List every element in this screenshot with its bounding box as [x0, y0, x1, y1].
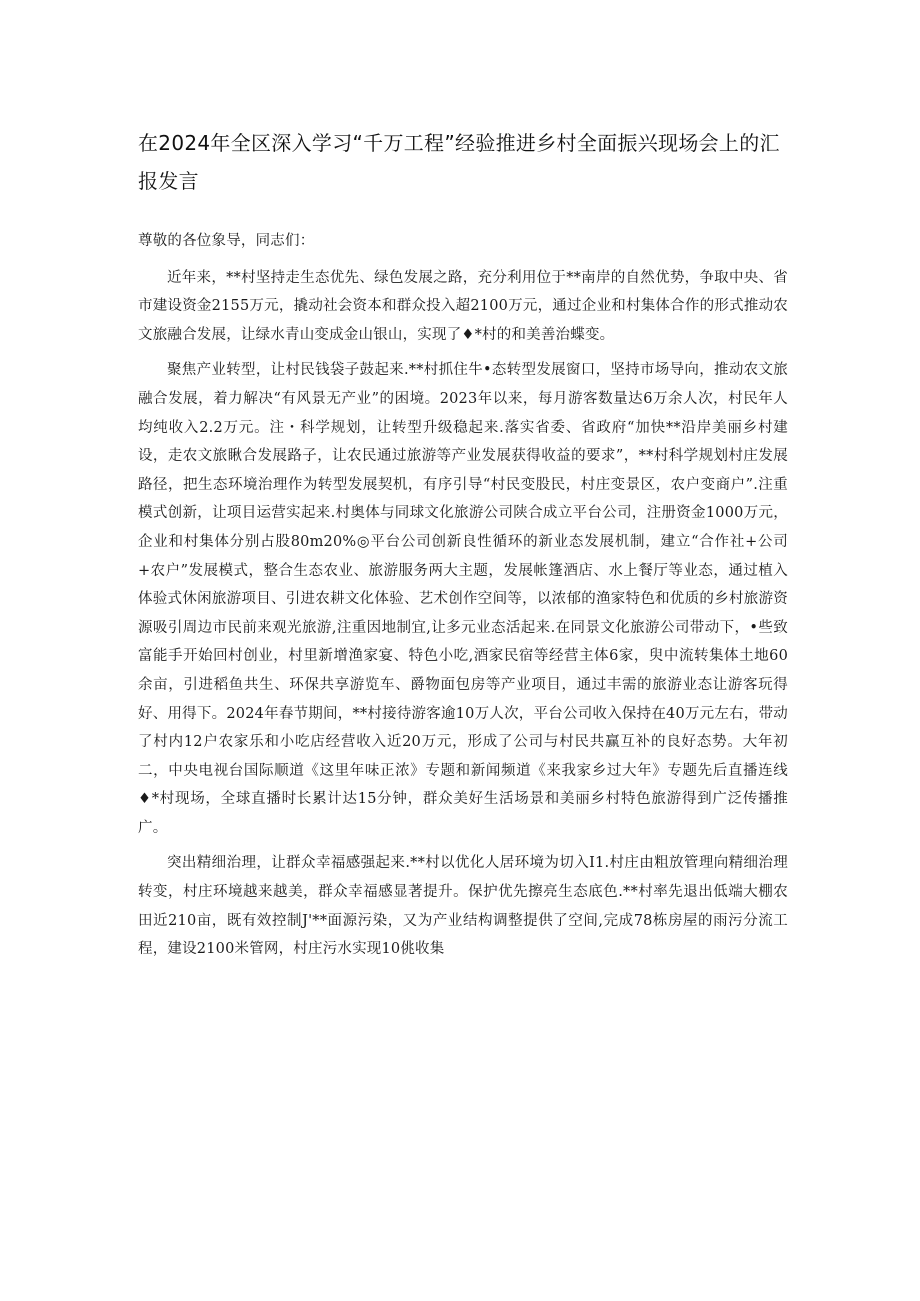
- paragraph-3: 突出精细治理，让群众幸福感强起来.**村以优化人居环境为切入I1.村庄由粗放管理向精细治理转变，村庄环境越来越美，群众幸福感显著提升。保护优先擦亮生态底色.**村率先退出低端大棚农田近210亩，既有效控制J'**面源污染，又为产业结构调整提供了空间,完成78栋房屋的雨污分流工程，建设2100米管网，村庄污水实现10佻收集: [138, 855, 788, 958]
- paragraph-2: 聚焦产业转型，让村民钱袋子鼓起来.**村抓住牛•态转型发展窗口，坚持市场导向，推动农文旅融合发展，着力解决“有风景无产业”的困境。2023年以来，每月游客数量达6万余人次，村民年人均纯收入2.2万元。注・科学规划，让转型升级稳起来.落实省委、省政府“加快**沿岸美丽乡村建设，走农文旅瞅合发展路子，让农民通过旅游等产业发展获得收益的要求”，**村科学规划村庄发展路径，把生态环境治理作为转型发展契机，有序引导“村民变股民，村庄变景区，农户变商户”.注重模式创新，让项目运营实起来.村奥体与同球文化旅游公司陕合成立平台公司，注册资金1000万元，企业和村集体分别占股80m20%◎平台公司创新良性循环的新业态发展机制，建立“合作社+公司+农户”发展模式，整合生态农业、旅游服务两大主题，发展帐篷酒店、水上餐厅等业态，通过植入体验式休闲旅游项目、引进农耕文化体验、艺术创作空间等，以浓郁的渔家特色和优质的乡村旅游资源吸引周边市民前来观光旅游,注重因地制宜,让多元业态活起来.在同景文化旅游公司带动下，•些致富能手开始回村创业，村里新增渔家宴、特色小吃,酒家民宿等经营主体6家，臾中流转集体土地60余亩，引进稻鱼共生、环保共享游览车、爵物面包房等产业项目，通过丰需的旅游业态让游客玩得好、用得下。2024年春节期间，**村接待游客逾10万人次，平台公司收入保持在40万元左右，带动了村内12户农家乐和小吃店经营收入近20万元，形成了公司与村民共赢互补的良好态势。大年初二，中央电视台国际顺道《这里年味正浓》专题和新闻频道《来我家乡过大年》专题先后直播连线♦*村现场，全球直播时长累计达15分钟，群众美好生活场景和美丽乡村特色旅游得到广泛传播推广。: [138, 362, 788, 836]
- salutation: 尊敬的各位象导，同志们：: [138, 233, 315, 249]
- paragraph-1: 近年来，**村坚持走生态优先、绿色发展之路，充分利用位于**南岸的自然优势，争取中央、省市建设资金2155万元，撬动社会资本和群众投入超2100万元，通过企业和村集体合作的形式推动农文旅融合发展，让绿水青山变成金山银山，实现了♦*村的和美善治蝶变。: [138, 269, 788, 343]
- document-title: 在2024年全区深入学习“千万工程”经验推进乡村全面振兴现场会上的汇报发言: [138, 131, 780, 193]
- document-body: [138, 227, 788, 971]
